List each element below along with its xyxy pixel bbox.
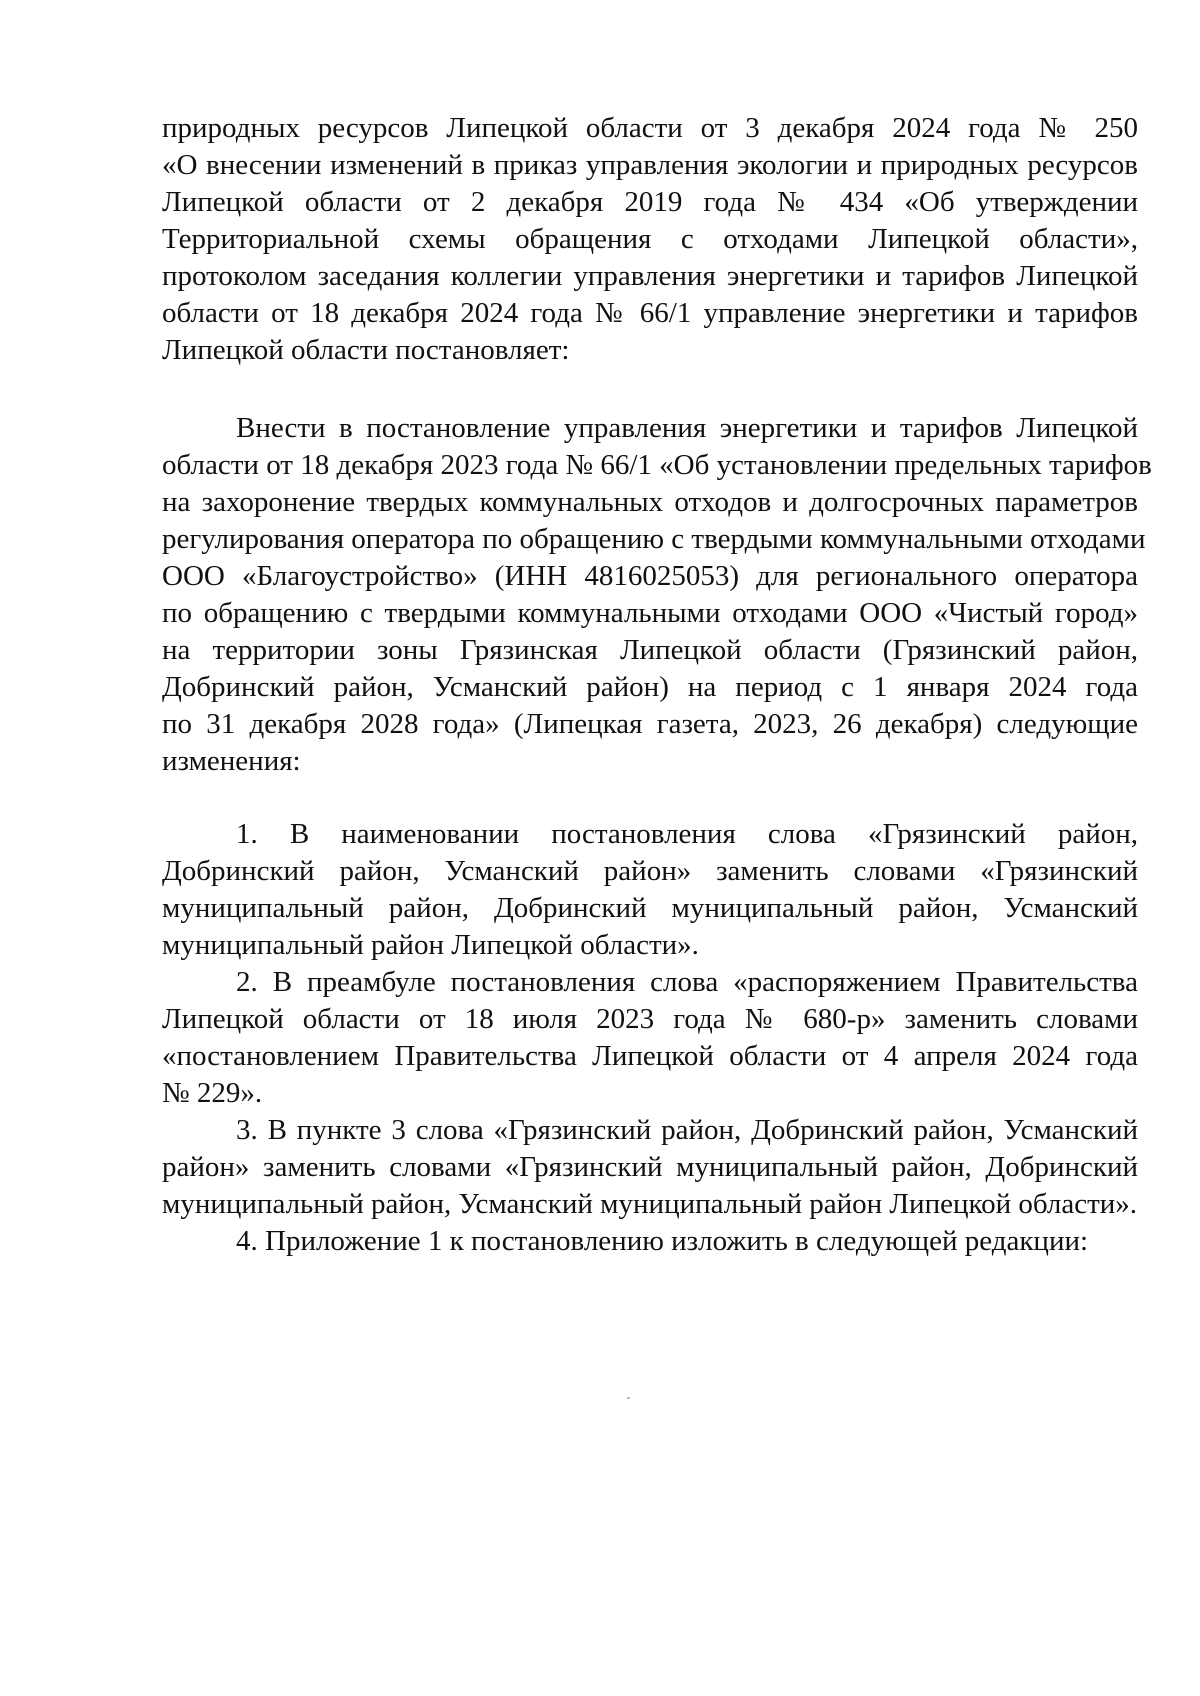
text-line: «постановлением Правительства Липецкой области от 4 апреля 2024 года xyxy=(162,1040,1138,1072)
list-item-2 xyxy=(162,964,1138,1112)
preamble-paragraph xyxy=(162,110,1138,369)
text-line: Добринский район, Усманский район) на период с 1 января 2024 года xyxy=(162,671,1138,703)
scan-speck xyxy=(627,1397,630,1399)
text-line: Добринский район, Усманский район» заменить словами «Грязинский xyxy=(162,855,1138,887)
text-line: муниципальный район Липецкой области». xyxy=(162,929,699,961)
text-line: Территориальной схемы обращения с отходами Липецкой области», xyxy=(162,223,1138,255)
text-line: муниципальный район, Усманский муниципальный район Липецкой области». xyxy=(162,1188,1138,1220)
text-line: Липецкой области постановляет: xyxy=(162,334,570,366)
text-line: Внести в постановление управления энергетики и тарифов Липецкой xyxy=(236,412,1138,444)
text-line: № 229». xyxy=(162,1077,263,1109)
text-line: 1. В наименовании постановления слова «Грязинский район, xyxy=(236,818,1138,850)
text-line: по 31 декабря 2028 года» (Липецкая газета, 2023, 26 декабря) следующие xyxy=(162,708,1138,740)
list-item-3 xyxy=(162,1112,1138,1223)
text-line: ООО «Благоустройство» (ИНН 4816025053) для регионального оператора xyxy=(162,560,1138,592)
text-line: регулирования оператора по обращению с твердыми коммунальными отходами xyxy=(162,523,1146,555)
text-line: Липецкой области от 18 июля 2023 года № 680-р» заменить словами xyxy=(162,1003,1138,1035)
text-line: 2. В преамбуле постановления слова «распоряжением Правительства xyxy=(236,966,1138,998)
main-paragraph xyxy=(162,410,1152,780)
text-line: муниципальный район, Добринский муниципальный район, Усманский xyxy=(162,892,1138,924)
text-line: «О внесении изменений в приказ управления экологии и природных ресурсов xyxy=(162,149,1138,181)
text-line: области от 18 декабря 2023 года № 66/1 «Об установлении предельных тарифов xyxy=(162,449,1152,481)
text-line: на территории зоны Грязинская Липецкой области (Грязинский район, xyxy=(162,634,1138,666)
text-line: области от 18 декабря 2024 года № 66/1 управление энергетики и тарифов xyxy=(162,297,1138,329)
text-line: 3. В пункте 3 слова «Грязинский район, Добринский район, Усманский xyxy=(236,1114,1138,1146)
text-line: район» заменить словами «Грязинский муниципальный район, Добринский xyxy=(162,1151,1138,1183)
text-line: Липецкой области от 2 декабря 2019 года № 434 «Об утверждении xyxy=(162,186,1138,218)
text-line: изменения: xyxy=(162,745,301,777)
text-line: протоколом заседания коллегии управления энергетики и тарифов Липецкой xyxy=(162,260,1138,292)
list-item-1 xyxy=(162,816,1138,964)
text-line: природных ресурсов Липецкой области от 3 декабря 2024 года № 250 xyxy=(162,112,1138,144)
text-line: 4. Приложение 1 к постановлению изложить в следующей редакции: xyxy=(236,1225,1089,1257)
text-line: на захоронение твердых коммунальных отходов и долгосрочных параметров xyxy=(162,486,1138,518)
list-item-4 xyxy=(162,1223,1138,1260)
text-line: по обращению с твердыми коммунальными отходами ООО «Чистый город» xyxy=(162,597,1138,629)
